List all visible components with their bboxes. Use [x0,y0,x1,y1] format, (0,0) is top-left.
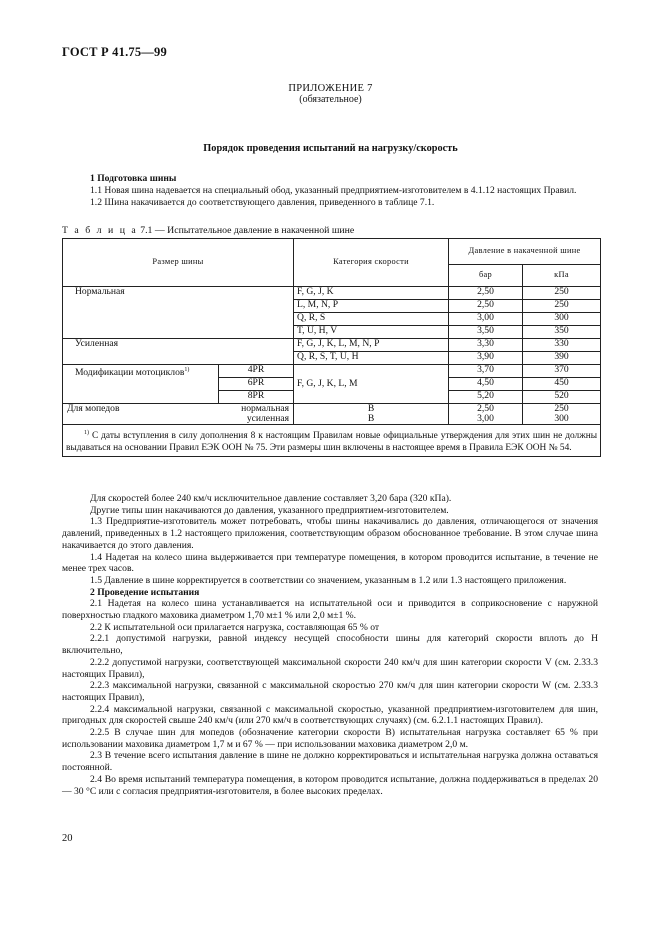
table-cell: F, G, J, K [294,287,449,300]
footnote-text: С даты вступления в силу дополнения 8 к настоящим Правилам новые официальные утверждения для этих шин не должны выдаваться на основании Правил ЕЭК ООН № 75. Эти размеры шин включены в настоящее время в Правила ЕЭК ООН № 54. [66,431,598,453]
table-cell: 4PR [219,365,294,378]
row-label-normal: Нормальная [63,287,294,339]
table-cell: 3,90 [449,352,523,365]
footnote-mark: 1) [84,430,89,437]
paragraph-1-2: 1.2 Шина накачивается до соответствующего давления, приведенного в таблице 7.1. [90,197,435,208]
paragraph-2-2: 2.2 К испытательной оси прилагается нагрузка, составляющая 65 % от [90,621,380,633]
paragraph-2-2-3: 2.2.3 максимальной нагрузки, связанной с максимальной скоростью 270 км/ч для шин категории скорости W (см. 2.33.3 настоящих Правил), [62,680,598,703]
table-cell: 3,00 [449,414,523,425]
table-cell: 6PR [219,378,294,391]
section-1 [62,173,598,209]
table-cell: 330 [523,339,601,352]
moto-category: F, G, J, K, L, M [294,365,449,404]
table-cell-empty [63,414,219,425]
header-kpa: кПа [523,265,601,287]
row-label-reinforced: Усиленная [63,339,294,365]
table-caption-text: 7.1 — Испытательное давление в накаченной шине [137,225,355,236]
main-heading: Порядок проведения испытаний на нагрузку/скорость [203,143,458,154]
header-speed-category: Категория скорости [294,239,449,287]
table-cell: 250 [523,287,601,300]
table-cell: Q, R, S [294,313,449,326]
table-cell: L, M, N, P [294,300,449,313]
table-cell: 2,50 [449,287,523,300]
table-footnote [63,425,601,456]
table-cell: В [294,414,449,425]
paragraph-2-2-5: 2.2.5 В случае шин для мопедов (обозначение категории скорости В) испытательная нагрузка составляет 65 % при использовании маховика диаметром 1,7 м и 67 % — при использовании маховика диаметром 2,0 м. [62,727,598,750]
footnote-ref: 1) [184,367,190,373]
pressure-table [62,238,601,457]
table-cell: 520 [523,391,601,404]
paragraph: Другие типы шин накачиваются до давления, указанного предприятием-изготовителем. [90,504,449,516]
table-cell: T, U, H, V [294,326,449,339]
table-cell: 250 [523,404,601,415]
table-cell: 3,00 [449,313,523,326]
table-caption-prefix: Т а б л и ц а [62,225,138,236]
section-1-title: 1 Подготовка шины [90,173,177,184]
table-cell: 2,50 [449,404,523,415]
page-number: 20 [62,833,73,844]
paragraph-1-3: 1.3 Предприятие-изготовитель может потребовать, чтобы шины накачивались до давления, отличающегося от значения давлений, приведенных в 1.2 настоящего приложения, соответствующим образом обоснованное требование. В этом случае шина накачивается до этого давления. [62,516,598,551]
table-cell: 8PR [219,391,294,404]
table-cell: Q, R, S, T, U, H [294,352,449,365]
paragraph-2-1: 2.1 Надетая на колесо шина устанавливается на испытательной оси и приводится в соприкосновение с наружной поверхностью гладкого маховика диаметром 1,70 м±1 % или 2,0 м±1 %. [62,598,598,622]
row-label-moto-text: Модификации мотоциклов [75,367,185,379]
paragraph-1-1: 1.1 Новая шина надевается на специальный обод, указанный предприятием-изготовителем в 4.1.12 настоящих Правил. [90,185,577,196]
paragraph: Для скоростей более 240 км/ч исключительное давление составляет 3,20 бара (320 кПа). [90,493,452,504]
appendix-title: ПРИЛОЖЕНИЕ 7 [288,83,373,94]
table-cell: 370 [523,365,601,378]
table-cell: 390 [523,352,601,365]
table-cell: 2,50 [449,300,523,313]
header-tire-size: Размер шины [63,239,294,287]
paragraph-2-2-2: 2.2.2 допустимой нагрузки, соответствующей максимальной скорости 240 км/ч для шин категории скорости V (см. 2.33.3 настоящих Правил), [62,656,598,680]
paragraph-2-4: 2.4 Во время испытаний температура помещения, в котором проводится испытание, должна поддерживаться в пределах 20 — 30 °С или с согласия предприятия-изготовителя, в более высоких пределах. [62,773,598,797]
table-cell: 350 [523,326,601,339]
document-code: ГОСТ Р 41.75—99 [62,45,167,59]
section-2-title: 2 Проведение испытания [90,586,200,598]
paragraph-1-5: 1.5 Давление в шине корректируется в соответствии со значением, указанным в 1.2 или 1.3 настоящего приложения. [90,574,567,586]
table-cell: 3,70 [449,365,523,378]
table-caption [62,225,354,237]
table-cell: 300 [523,414,601,425]
appendix-subtitle: (обязательное) [299,94,362,105]
paragraph-2-2-4: 2.2.4 максимальной нагрузки, связанной с максимальной скоростью, указанной предприятием-изготовителем для шин, пригодных для скоростей свыше 240 км/ч (или 270 км/ч в соответствующих случаях) (см. 6.2.1.1 настоящих Правил). [62,703,598,727]
table-cell: 3,50 [449,326,523,339]
table-cell: 3,30 [449,339,523,352]
table-cell: 300 [523,313,601,326]
table-cell: нормальная [219,404,294,415]
table-cell: 450 [523,378,601,391]
table-cell: 4,50 [449,378,523,391]
header-bar: бар [449,265,523,287]
row-label-moto [63,365,219,404]
paragraph-2-3: 2.3 В течение всего испытания давление в шине не должно корректироваться и испытательная нагрузка должна оставаться постоянной. [62,750,598,774]
header-pressure: Давление в накаченной шине [449,239,601,265]
table-cell: 5,20 [449,391,523,404]
row-label-moped: Для мопедов [63,404,219,415]
paragraph-2-2-1: 2.2.1 допустимой нагрузки, равной индексу несущей способности шины для категорий скорости вплоть до Н включительно, [62,633,598,657]
table-cell: 250 [523,300,601,313]
paragraph-1-4: 1.4 Надетая на колесо шина выдерживается при температуре помещения, в котором проводится испытание, в течение не менее трех часов. [62,551,598,575]
table-cell: F, G, J, K, L, M, N, P [294,339,449,352]
table-cell: В [294,404,449,415]
body-text [62,493,598,797]
table-cell: усиленная [219,414,294,425]
